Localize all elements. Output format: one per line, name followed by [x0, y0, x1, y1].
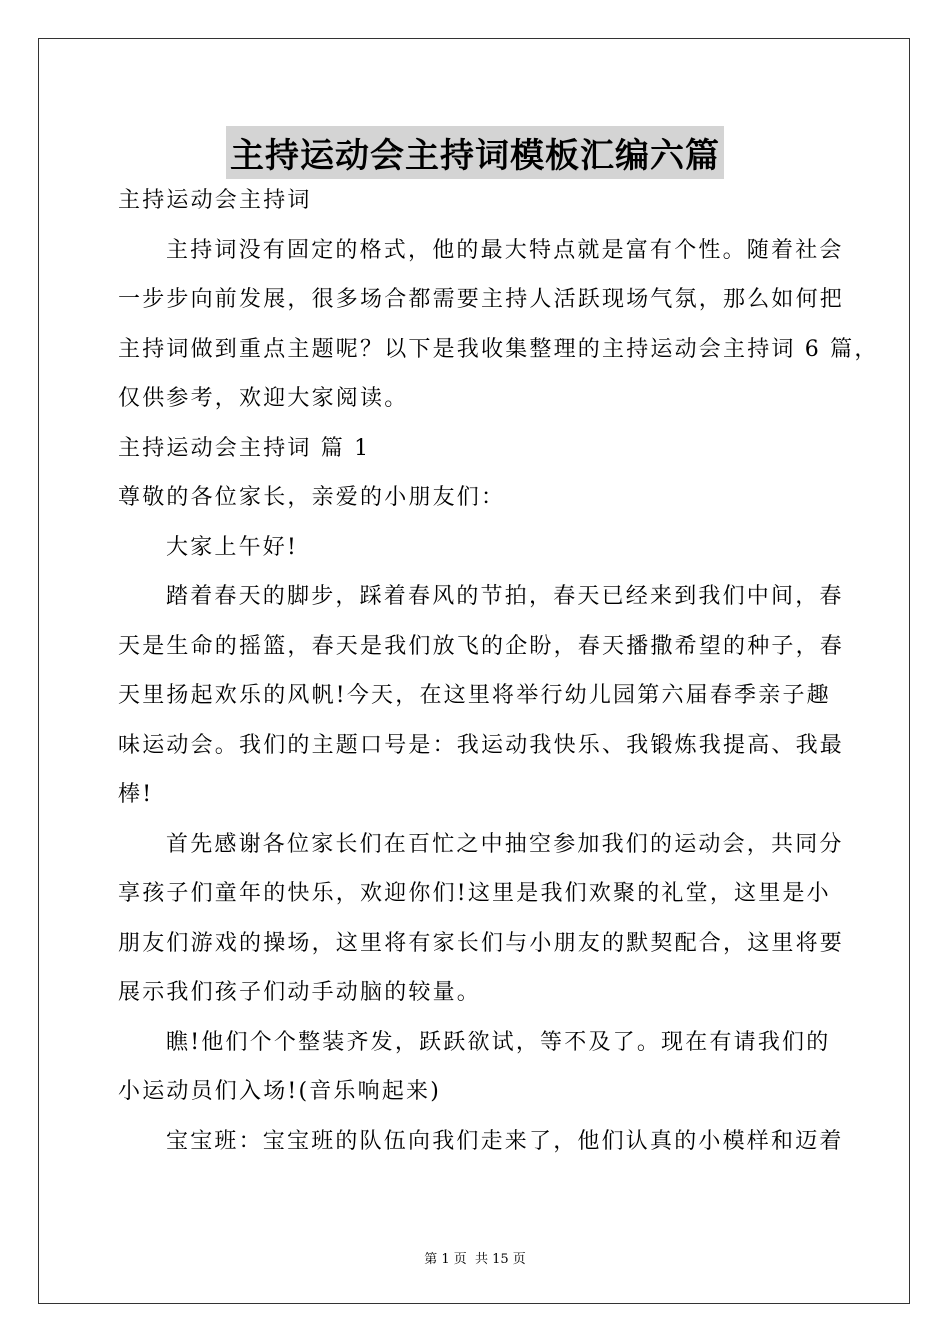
- text-line: 主持运动会主持词: [118, 188, 312, 213]
- text-line: 宝宝班：宝宝班的队伍向我们走来了，他们认真的小模样和迈着: [166, 1128, 844, 1154]
- text-line: 天是生命的摇篮，春天是我们放飞的企盼，春天播撒希望的种子，春: [118, 633, 845, 659]
- text-line: 天里扬起欢乐的风帆!今天，在这里将举行幼儿园第六届春季亲子趣: [118, 683, 831, 708]
- text-line: 尊敬的各位家长，亲爱的小朋友们：: [118, 485, 506, 510]
- text-line: 瞧!他们个个整装齐发，跃跃欲试，等不及了。现在有请我们的: [166, 1029, 831, 1055]
- text-line: 一步步向前发展，很多场合都需要主持人活跃现场气氛，那么如何把: [118, 287, 845, 312]
- text-line: 展示我们孩子们动手动脑的较量。: [118, 980, 482, 1005]
- text-line: 主持词做到重点主题呢？以下是我收集整理的主持运动会主持词 6 篇，: [118, 336, 879, 362]
- document-body: [118, 176, 879, 1166]
- text-line: 主持词没有固定的格式，他的最大特点就是富有个性。随着社会: [166, 237, 844, 263]
- text-line: 踏着春天的脚步，踩着春风的节拍，春天已经来到我们中间，春: [166, 584, 844, 609]
- section-heading: 主持运动会主持词 篇 1: [118, 435, 371, 461]
- text-line: 小运动员们入场!(音乐响起来): [118, 1079, 442, 1104]
- text-line: 棒!: [118, 782, 154, 807]
- text-line: 朋友们游戏的操场，这里将有家长们与小朋友的默契配合，这里将要: [118, 930, 845, 956]
- text-line: 仅供参考，欢迎大家阅读。: [118, 386, 409, 411]
- text-line: 大家上午好!: [166, 534, 299, 560]
- page-number: 第 1 页: [424, 1252, 467, 1267]
- document-title: 主持运动会主持词模板汇编六篇: [226, 126, 724, 179]
- text-line: 享孩子们童年的快乐，欢迎你们!这里是我们欢聚的礼堂，这里是小: [118, 881, 831, 906]
- page-footer: [0, 1248, 950, 1267]
- title-wrapper: [0, 126, 950, 179]
- page-total: 共 15 页: [474, 1252, 526, 1267]
- text-line: 首先感谢各位家长们在百忙之中抽空参加我们的运动会，共同分: [166, 831, 844, 857]
- text-line: 味运动会。我们的主题口号是：我运动我快乐、我锻炼我提高、我最: [118, 732, 845, 758]
